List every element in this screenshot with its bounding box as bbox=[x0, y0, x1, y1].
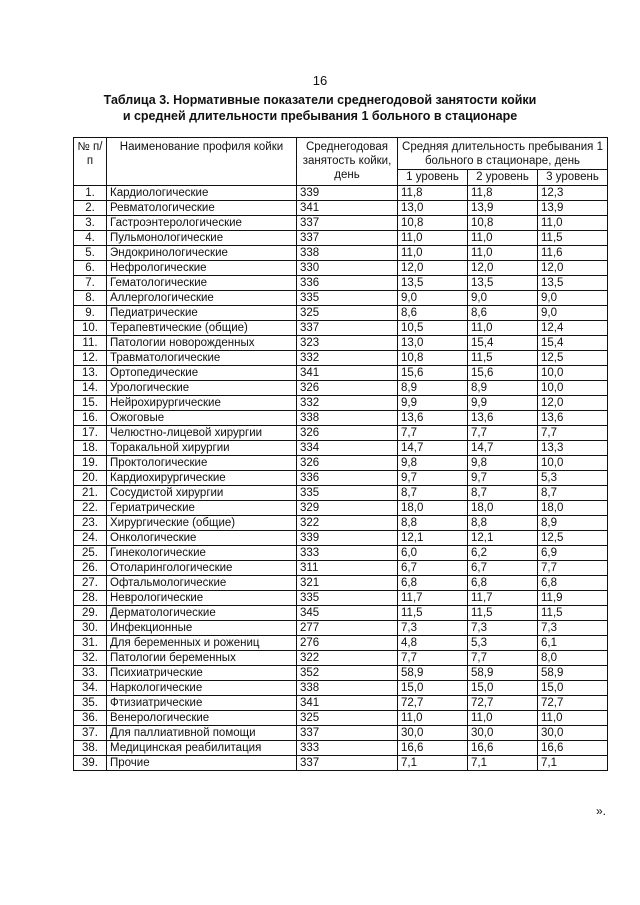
profile-name: Пульмонологические bbox=[107, 231, 297, 246]
stay-level-2: 16,6 bbox=[468, 741, 538, 756]
stay-level-2: 15,0 bbox=[468, 681, 538, 696]
occupancy-days: 322 bbox=[297, 651, 398, 666]
stay-level-1: 15,6 bbox=[398, 366, 468, 381]
occupancy-days: 322 bbox=[297, 516, 398, 531]
stay-level-3: 10,0 bbox=[538, 456, 608, 471]
occupancy-days: 334 bbox=[297, 441, 398, 456]
table-row bbox=[74, 696, 608, 711]
profile-name: Для паллиативной помощи bbox=[107, 726, 297, 741]
occupancy-days: 338 bbox=[297, 246, 398, 261]
occupancy-days: 339 bbox=[297, 186, 398, 201]
stay-level-1: 14,7 bbox=[398, 441, 468, 456]
occupancy-days: 337 bbox=[297, 756, 398, 771]
stay-level-1: 12,1 bbox=[398, 531, 468, 546]
stay-level-2: 11,0 bbox=[468, 321, 538, 336]
occupancy-days: 336 bbox=[297, 276, 398, 291]
stay-level-2: 11,5 bbox=[468, 351, 538, 366]
table-row bbox=[74, 726, 608, 741]
row-number: 32. bbox=[74, 651, 107, 666]
stay-level-3: 11,9 bbox=[538, 591, 608, 606]
row-number: 8. bbox=[74, 291, 107, 306]
header-level-3: 3 уровень bbox=[538, 170, 608, 186]
stay-level-3: 13,3 bbox=[538, 441, 608, 456]
stay-level-1: 72,7 bbox=[398, 696, 468, 711]
stay-level-3: 7,7 bbox=[538, 561, 608, 576]
row-number: 13. bbox=[74, 366, 107, 381]
stay-level-2: 72,7 bbox=[468, 696, 538, 711]
stay-level-1: 13,6 bbox=[398, 411, 468, 426]
stay-level-3: 11,6 bbox=[538, 246, 608, 261]
stay-level-1: 8,7 bbox=[398, 486, 468, 501]
stay-level-2: 11,0 bbox=[468, 711, 538, 726]
row-number: 23. bbox=[74, 516, 107, 531]
row-number: 11. bbox=[74, 336, 107, 351]
occupancy-days: 332 bbox=[297, 351, 398, 366]
stay-level-2: 11,7 bbox=[468, 591, 538, 606]
row-number: 27. bbox=[74, 576, 107, 591]
table-row bbox=[74, 546, 608, 561]
stay-level-3: 8,7 bbox=[538, 486, 608, 501]
stay-level-2: 7,1 bbox=[468, 756, 538, 771]
table-row bbox=[74, 351, 608, 366]
occupancy-days: 333 bbox=[297, 741, 398, 756]
stay-level-3: 58,9 bbox=[538, 666, 608, 681]
stay-level-1: 13,5 bbox=[398, 276, 468, 291]
profile-name: Травматологические bbox=[107, 351, 297, 366]
row-number: 12. bbox=[74, 351, 107, 366]
profile-name: Терапевтические (общие) bbox=[107, 321, 297, 336]
stay-level-2: 11,8 bbox=[468, 186, 538, 201]
table-row bbox=[74, 411, 608, 426]
occupancy-days: 323 bbox=[297, 336, 398, 351]
row-number: 9. bbox=[74, 306, 107, 321]
title-line-1: Таблица 3. Нормативные показатели среднегодовой занятости койки bbox=[103, 93, 537, 107]
row-number: 26. bbox=[74, 561, 107, 576]
stay-level-2: 6,7 bbox=[468, 561, 538, 576]
table-row bbox=[74, 231, 608, 246]
occupancy-days: 326 bbox=[297, 456, 398, 471]
row-number: 20. bbox=[74, 471, 107, 486]
stay-level-3: 6,1 bbox=[538, 636, 608, 651]
stay-level-1: 18,0 bbox=[398, 501, 468, 516]
table-row bbox=[74, 741, 608, 756]
stay-level-2: 6,8 bbox=[468, 576, 538, 591]
header-stay-group: Средняя длительность пребывания 1 больного в стационаре, день bbox=[398, 138, 608, 170]
row-number: 14. bbox=[74, 381, 107, 396]
row-number: 10. bbox=[74, 321, 107, 336]
profile-name: Инфекционные bbox=[107, 621, 297, 636]
occupancy-days: 335 bbox=[297, 591, 398, 606]
table-row bbox=[74, 681, 608, 696]
row-number: 1. bbox=[74, 186, 107, 201]
row-number: 33. bbox=[74, 666, 107, 681]
header-level-1: 1 уровень bbox=[398, 170, 468, 186]
stay-level-1: 9,7 bbox=[398, 471, 468, 486]
profile-name: Медицинская реабилитация bbox=[107, 741, 297, 756]
profile-name: Онкологические bbox=[107, 531, 297, 546]
stay-level-2: 9,9 bbox=[468, 396, 538, 411]
stay-level-3: 11,0 bbox=[538, 216, 608, 231]
row-number: 6. bbox=[74, 261, 107, 276]
profile-name: Дерматологические bbox=[107, 606, 297, 621]
occupancy-days: 341 bbox=[297, 201, 398, 216]
stay-level-3: 7,3 bbox=[538, 621, 608, 636]
stay-level-3: 5,3 bbox=[538, 471, 608, 486]
table-row bbox=[74, 651, 608, 666]
occupancy-days: 277 bbox=[297, 621, 398, 636]
stay-level-1: 15,0 bbox=[398, 681, 468, 696]
occupancy-days: 352 bbox=[297, 666, 398, 681]
stay-level-3: 8,0 bbox=[538, 651, 608, 666]
occupancy-days: 325 bbox=[297, 306, 398, 321]
stay-level-1: 11,5 bbox=[398, 606, 468, 621]
row-number: 2. bbox=[74, 201, 107, 216]
table-row bbox=[74, 501, 608, 516]
table-row bbox=[74, 261, 608, 276]
stay-level-3: 12,4 bbox=[538, 321, 608, 336]
stay-level-3: 10,0 bbox=[538, 381, 608, 396]
occupancy-days: 276 bbox=[297, 636, 398, 651]
stay-level-2: 58,9 bbox=[468, 666, 538, 681]
profile-name: Психиатрические bbox=[107, 666, 297, 681]
occupancy-days: 321 bbox=[297, 576, 398, 591]
title-line-2: и средней длительности пребывания 1 больного в стационаре bbox=[122, 109, 518, 123]
row-number: 22. bbox=[74, 501, 107, 516]
header-occupancy: Среднегодовая занятость койки, день bbox=[297, 138, 398, 186]
table-row bbox=[74, 441, 608, 456]
stay-level-1: 6,8 bbox=[398, 576, 468, 591]
profile-name: Прочие bbox=[107, 756, 297, 771]
stay-level-2: 8,8 bbox=[468, 516, 538, 531]
norms-table bbox=[73, 137, 608, 771]
stay-level-3: 72,7 bbox=[538, 696, 608, 711]
stay-level-2: 14,7 bbox=[468, 441, 538, 456]
profile-name: Патологии новорожденных bbox=[107, 336, 297, 351]
stay-level-3: 16,6 bbox=[538, 741, 608, 756]
header-level-2: 2 уровень bbox=[468, 170, 538, 186]
profile-name: Торакальной хирургии bbox=[107, 441, 297, 456]
stay-level-1: 7,3 bbox=[398, 621, 468, 636]
stay-level-2: 11,5 bbox=[468, 606, 538, 621]
stay-level-1: 7,7 bbox=[398, 651, 468, 666]
stay-level-1: 11,7 bbox=[398, 591, 468, 606]
table-row bbox=[74, 381, 608, 396]
stay-level-2: 11,0 bbox=[468, 246, 538, 261]
stay-level-1: 13,0 bbox=[398, 201, 468, 216]
table-row bbox=[74, 756, 608, 771]
row-number: 34. bbox=[74, 681, 107, 696]
profile-name: Эндокринологические bbox=[107, 246, 297, 261]
table-row bbox=[74, 291, 608, 306]
table-row bbox=[74, 306, 608, 321]
stay-level-2: 10,8 bbox=[468, 216, 538, 231]
table-row bbox=[74, 336, 608, 351]
occupancy-days: 337 bbox=[297, 231, 398, 246]
stay-level-2: 15,4 bbox=[468, 336, 538, 351]
row-number: 5. bbox=[74, 246, 107, 261]
header-num: № п/п bbox=[74, 138, 107, 186]
profile-name: Кардиохирургические bbox=[107, 471, 297, 486]
stay-level-1: 11,0 bbox=[398, 246, 468, 261]
stay-level-2: 11,0 bbox=[468, 231, 538, 246]
profile-name: Отоларингологические bbox=[107, 561, 297, 576]
row-number: 21. bbox=[74, 486, 107, 501]
row-number: 29. bbox=[74, 606, 107, 621]
stay-level-2: 8,6 bbox=[468, 306, 538, 321]
stay-level-2: 15,6 bbox=[468, 366, 538, 381]
stay-level-3: 12,5 bbox=[538, 531, 608, 546]
occupancy-days: 325 bbox=[297, 711, 398, 726]
row-number: 4. bbox=[74, 231, 107, 246]
occupancy-days: 337 bbox=[297, 321, 398, 336]
row-number: 35. bbox=[74, 696, 107, 711]
row-number: 37. bbox=[74, 726, 107, 741]
table-row bbox=[74, 396, 608, 411]
stay-level-1: 7,1 bbox=[398, 756, 468, 771]
stay-level-3: 6,8 bbox=[538, 576, 608, 591]
occupancy-days: 341 bbox=[297, 696, 398, 711]
table-row bbox=[74, 531, 608, 546]
row-number: 17. bbox=[74, 426, 107, 441]
occupancy-days: 335 bbox=[297, 291, 398, 306]
table-row bbox=[74, 186, 608, 201]
table-row bbox=[74, 636, 608, 651]
row-number: 36. bbox=[74, 711, 107, 726]
stay-level-2: 9,7 bbox=[468, 471, 538, 486]
stay-level-3: 6,9 bbox=[538, 546, 608, 561]
table-title bbox=[0, 92, 640, 124]
stay-level-2: 9,0 bbox=[468, 291, 538, 306]
row-number: 25. bbox=[74, 546, 107, 561]
stay-level-1: 13,0 bbox=[398, 336, 468, 351]
stay-level-2: 12,1 bbox=[468, 531, 538, 546]
profile-name: Офтальмологические bbox=[107, 576, 297, 591]
occupancy-days: 341 bbox=[297, 366, 398, 381]
table-row bbox=[74, 606, 608, 621]
row-number: 3. bbox=[74, 216, 107, 231]
stay-level-3: 12,0 bbox=[538, 396, 608, 411]
table-row bbox=[74, 426, 608, 441]
stay-level-2: 13,5 bbox=[468, 276, 538, 291]
stay-level-1: 11,8 bbox=[398, 186, 468, 201]
table-row bbox=[74, 366, 608, 381]
stay-level-3: 12,3 bbox=[538, 186, 608, 201]
row-number: 38. bbox=[74, 741, 107, 756]
profile-name: Хирургические (общие) bbox=[107, 516, 297, 531]
profile-name: Гематологические bbox=[107, 276, 297, 291]
profile-name: Для беременных и рожениц bbox=[107, 636, 297, 651]
stay-level-1: 11,0 bbox=[398, 711, 468, 726]
occupancy-days: 330 bbox=[297, 261, 398, 276]
row-number: 31. bbox=[74, 636, 107, 651]
occupancy-days: 337 bbox=[297, 216, 398, 231]
profile-name: Ревматологические bbox=[107, 201, 297, 216]
row-number: 30. bbox=[74, 621, 107, 636]
stay-level-3: 13,6 bbox=[538, 411, 608, 426]
table-row bbox=[74, 561, 608, 576]
occupancy-days: 338 bbox=[297, 681, 398, 696]
profile-name: Нефрологические bbox=[107, 261, 297, 276]
occupancy-days: 332 bbox=[297, 396, 398, 411]
stay-level-1: 12,0 bbox=[398, 261, 468, 276]
occupancy-days: 337 bbox=[297, 726, 398, 741]
stay-level-3: 15,0 bbox=[538, 681, 608, 696]
stay-level-3: 13,5 bbox=[538, 276, 608, 291]
table-row bbox=[74, 486, 608, 501]
table-row bbox=[74, 456, 608, 471]
stay-level-3: 8,9 bbox=[538, 516, 608, 531]
stay-level-3: 9,0 bbox=[538, 306, 608, 321]
table-row bbox=[74, 201, 608, 216]
profile-name: Проктологические bbox=[107, 456, 297, 471]
stay-level-1: 6,0 bbox=[398, 546, 468, 561]
occupancy-days: 339 bbox=[297, 531, 398, 546]
table-row bbox=[74, 246, 608, 261]
stay-level-2: 6,2 bbox=[468, 546, 538, 561]
row-number: 15. bbox=[74, 396, 107, 411]
stay-level-2: 30,0 bbox=[468, 726, 538, 741]
stay-level-3: 7,7 bbox=[538, 426, 608, 441]
profile-name: Венерологические bbox=[107, 711, 297, 726]
stay-level-1: 8,8 bbox=[398, 516, 468, 531]
stay-level-1: 7,7 bbox=[398, 426, 468, 441]
table-row bbox=[74, 276, 608, 291]
occupancy-days: 338 bbox=[297, 411, 398, 426]
table-row bbox=[74, 576, 608, 591]
page-number: 16 bbox=[312, 73, 328, 88]
occupancy-days: 311 bbox=[297, 561, 398, 576]
stay-level-3: 12,0 bbox=[538, 261, 608, 276]
occupancy-days: 335 bbox=[297, 486, 398, 501]
profile-name: Урологические bbox=[107, 381, 297, 396]
row-number: 18. bbox=[74, 441, 107, 456]
stay-level-1: 9,9 bbox=[398, 396, 468, 411]
profile-name: Гастроэнтерологические bbox=[107, 216, 297, 231]
stay-level-3: 30,0 bbox=[538, 726, 608, 741]
profile-name: Фтизиатрические bbox=[107, 696, 297, 711]
stay-level-1: 11,0 bbox=[398, 231, 468, 246]
stay-level-3: 15,4 bbox=[538, 336, 608, 351]
profile-name: Патологии беременных bbox=[107, 651, 297, 666]
profile-name: Педиатрические bbox=[107, 306, 297, 321]
stay-level-3: 11,5 bbox=[538, 231, 608, 246]
stay-level-1: 10,5 bbox=[398, 321, 468, 336]
stay-level-1: 9,0 bbox=[398, 291, 468, 306]
header-name: Наименование профиля койки bbox=[107, 138, 297, 186]
stay-level-2: 13,9 bbox=[468, 201, 538, 216]
profile-name: Ожоговые bbox=[107, 411, 297, 426]
stay-level-1: 9,8 bbox=[398, 456, 468, 471]
table-row bbox=[74, 711, 608, 726]
stay-level-2: 7,7 bbox=[468, 426, 538, 441]
profile-name: Сосудистой хирургии bbox=[107, 486, 297, 501]
stay-level-3: 9,0 bbox=[538, 291, 608, 306]
table-row bbox=[74, 621, 608, 636]
stay-level-1: 10,8 bbox=[398, 216, 468, 231]
stay-level-1: 30,0 bbox=[398, 726, 468, 741]
closing-quote-mark: ». bbox=[596, 804, 607, 818]
row-number: 39. bbox=[74, 756, 107, 771]
profile-name: Гинекологические bbox=[107, 546, 297, 561]
occupancy-days: 326 bbox=[297, 426, 398, 441]
row-number: 19. bbox=[74, 456, 107, 471]
stay-level-3: 18,0 bbox=[538, 501, 608, 516]
stay-level-3: 13,9 bbox=[538, 201, 608, 216]
profile-name: Ортопедические bbox=[107, 366, 297, 381]
occupancy-days: 345 bbox=[297, 606, 398, 621]
stay-level-2: 8,9 bbox=[468, 381, 538, 396]
stay-level-3: 12,5 bbox=[538, 351, 608, 366]
stay-level-2: 5,3 bbox=[468, 636, 538, 651]
occupancy-days: 336 bbox=[297, 471, 398, 486]
profile-name: Челюстно-лицевой хирургии bbox=[107, 426, 297, 441]
profile-name: Кардиологические bbox=[107, 186, 297, 201]
table-row bbox=[74, 516, 608, 531]
stay-level-1: 58,9 bbox=[398, 666, 468, 681]
occupancy-days: 333 bbox=[297, 546, 398, 561]
stay-level-2: 12,0 bbox=[468, 261, 538, 276]
stay-level-2: 7,3 bbox=[468, 621, 538, 636]
occupancy-days: 326 bbox=[297, 381, 398, 396]
profile-name: Наркологические bbox=[107, 681, 297, 696]
stay-level-2: 7,7 bbox=[468, 651, 538, 666]
stay-level-3: 11,0 bbox=[538, 711, 608, 726]
stay-level-3: 10,0 bbox=[538, 366, 608, 381]
stay-level-1: 10,8 bbox=[398, 351, 468, 366]
row-number: 16. bbox=[74, 411, 107, 426]
profile-name: Аллергологические bbox=[107, 291, 297, 306]
table-row bbox=[74, 216, 608, 231]
stay-level-1: 8,6 bbox=[398, 306, 468, 321]
stay-level-2: 9,8 bbox=[468, 456, 538, 471]
stay-level-1: 4,8 bbox=[398, 636, 468, 651]
row-number: 7. bbox=[74, 276, 107, 291]
stay-level-3: 7,1 bbox=[538, 756, 608, 771]
stay-level-1: 16,6 bbox=[398, 741, 468, 756]
stay-level-2: 13,6 bbox=[468, 411, 538, 426]
occupancy-days: 329 bbox=[297, 501, 398, 516]
stay-level-2: 8,7 bbox=[468, 486, 538, 501]
stay-level-3: 11,5 bbox=[538, 606, 608, 621]
row-number: 28. bbox=[74, 591, 107, 606]
stay-level-2: 18,0 bbox=[468, 501, 538, 516]
profile-name: Нейрохирургические bbox=[107, 396, 297, 411]
profile-name: Гериатрические bbox=[107, 501, 297, 516]
stay-level-1: 8,9 bbox=[398, 381, 468, 396]
table-row bbox=[74, 591, 608, 606]
table-row bbox=[74, 321, 608, 336]
table-row bbox=[74, 666, 608, 681]
profile-name: Неврологические bbox=[107, 591, 297, 606]
table-row bbox=[74, 471, 608, 486]
row-number: 24. bbox=[74, 531, 107, 546]
stay-level-1: 6,7 bbox=[398, 561, 468, 576]
table-body bbox=[74, 186, 608, 771]
